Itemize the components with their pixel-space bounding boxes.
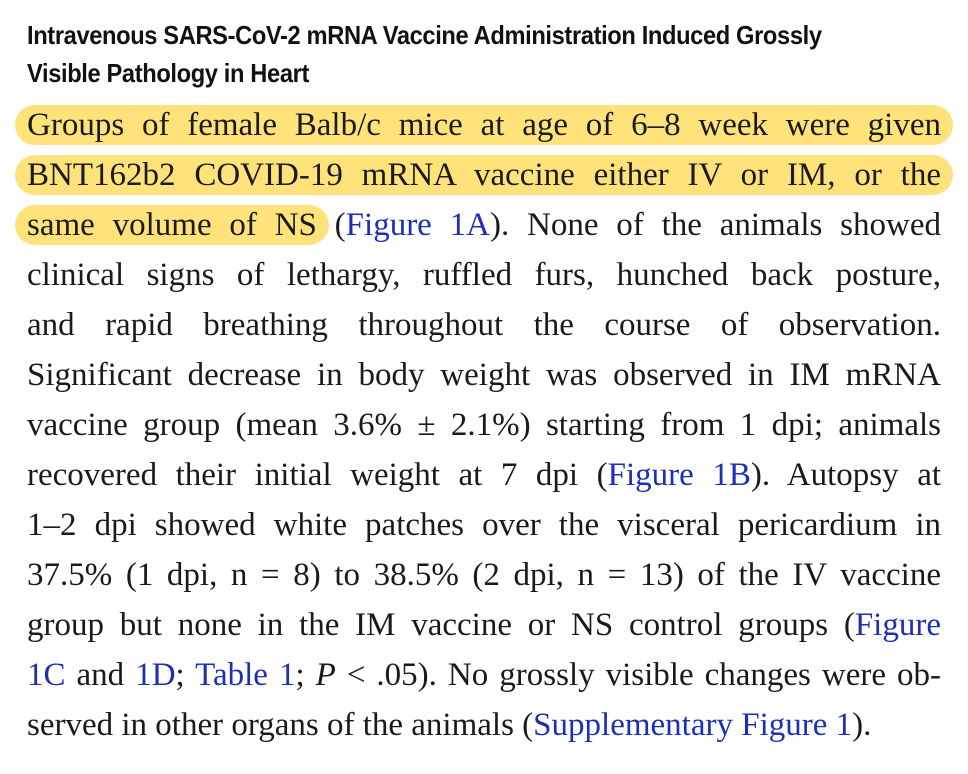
paragraph-line-11 (27, 600, 941, 650)
paragraph-line-9: 1–2 dpi showed white patches over the visceral pericardium in (27, 507, 941, 543)
paragraph-line-7: vaccine group (mean 3.6% ± 2.1%) starting from 1 dpi; animals (27, 407, 941, 443)
paragraph-line-1 (27, 100, 941, 150)
text-segment: group but none in the IM vaccine or NS control groups ( (27, 607, 855, 643)
figure-1d-link[interactable]: 1D (135, 657, 176, 693)
paragraph-line-3 (27, 200, 941, 250)
paragraph-line-8 (27, 450, 941, 500)
highlighted-text: BNT162b2 COVID-19 mRNA vaccine either IV or IM, or the (15, 155, 953, 195)
body-paragraph (27, 100, 941, 750)
text-segment: ; (295, 657, 316, 693)
figure-1a-link[interactable]: Figure 1A (345, 207, 490, 243)
figure-1c-link-part[interactable]: Figure (854, 607, 941, 643)
paragraph-line-5: and rapid breathing throughout the course of observation. (27, 307, 941, 343)
text-segment: ; (175, 657, 196, 693)
paragraph-line-10: 37.5% (1 dpi, n = 8) to 38.5% (2 dpi, n = 13) of the IV vaccine (27, 557, 941, 593)
paragraph-line-2 (27, 150, 941, 200)
text-segment: recovered their initial weight at 7 dpi ( (27, 457, 608, 493)
supplementary-figure-1-link[interactable]: Supplementary Figure 1 (533, 707, 853, 743)
figure-1c-link[interactable]: 1C (27, 657, 66, 693)
text-segment: served in other organs of the animals ( (27, 707, 534, 743)
paragraph-line-4: clinical signs of lethargy, ruffled furs, hunched back posture, (27, 257, 941, 293)
paragraph-line-13 (27, 700, 941, 750)
section-heading-line-2: Visible Pathology in Heart (27, 58, 309, 88)
paragraph-line-6: Significant decrease in body weight was observed in IM mRNA (27, 357, 941, 393)
p-value-symbol: P (315, 657, 336, 693)
section-heading (27, 16, 864, 92)
paragraph-line-12 (27, 650, 941, 700)
table-1-link[interactable]: Table 1 (195, 657, 296, 693)
section-heading-line-1: Intravenous SARS-CoV-2 mRNA Vaccine Administration Induced Grossly (27, 20, 822, 50)
highlighted-text: Groups of female Balb/c mice at age of 6–8 week were given (15, 105, 953, 145)
figure-1b-link[interactable]: Figure 1B (607, 457, 751, 493)
highlighted-text: same volume of NS (15, 205, 329, 245)
text-segment: ( (316, 207, 346, 243)
text-segment: ). None of the animals showed (489, 207, 941, 243)
text-segment: and (65, 657, 136, 693)
text-segment: < .05). No grossly visible changes were ob- (335, 657, 942, 693)
text-segment: ). Autopsy at (750, 457, 942, 493)
text-segment: ). (852, 707, 872, 743)
